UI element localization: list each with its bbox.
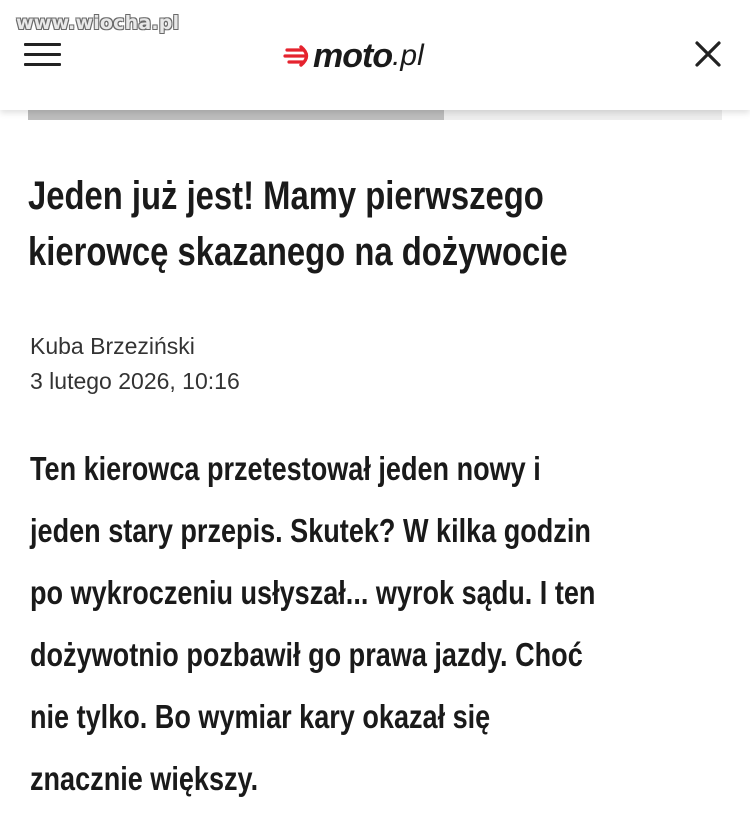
article-date: 3 lutego 2026, 10:16	[30, 368, 240, 394]
logo-brand-text: moto	[313, 37, 393, 75]
article-lead	[30, 438, 735, 810]
article-title-line: kierowcę skazanego na dożywocie	[28, 230, 568, 274]
reading-progress-fill	[28, 110, 444, 120]
site-logo[interactable]	[283, 38, 424, 74]
article-title	[28, 168, 725, 280]
article-author[interactable]: Kuba Brzeziński	[30, 333, 195, 359]
close-icon[interactable]	[692, 38, 724, 70]
site-header	[0, 0, 750, 110]
lead-line: znacznie większy.	[30, 760, 259, 797]
logo-speed-icon	[283, 43, 313, 69]
logo-tld-text: .pl	[392, 39, 424, 72]
lead-line: po wykroczeniu usłyszał... wyrok sądu. I ten	[30, 574, 596, 611]
lead-line: jeden stary przepis. Skutek? W kilka godzin	[30, 512, 591, 549]
article-title-line: Jeden już jest! Mamy pierwszego	[28, 174, 544, 218]
hamburger-menu-icon[interactable]	[24, 40, 61, 68]
lead-line: nie tylko. Bo wymiar kary okazał się	[30, 698, 491, 735]
watermark: www.wiocha.pl	[16, 12, 180, 34]
lead-line: Ten kierowca przetestował jeden nowy i	[30, 450, 541, 487]
reading-progress-bar	[28, 110, 722, 120]
lead-line: dożywotnio pozbawił go prawa jazdy. Choć	[30, 636, 583, 673]
